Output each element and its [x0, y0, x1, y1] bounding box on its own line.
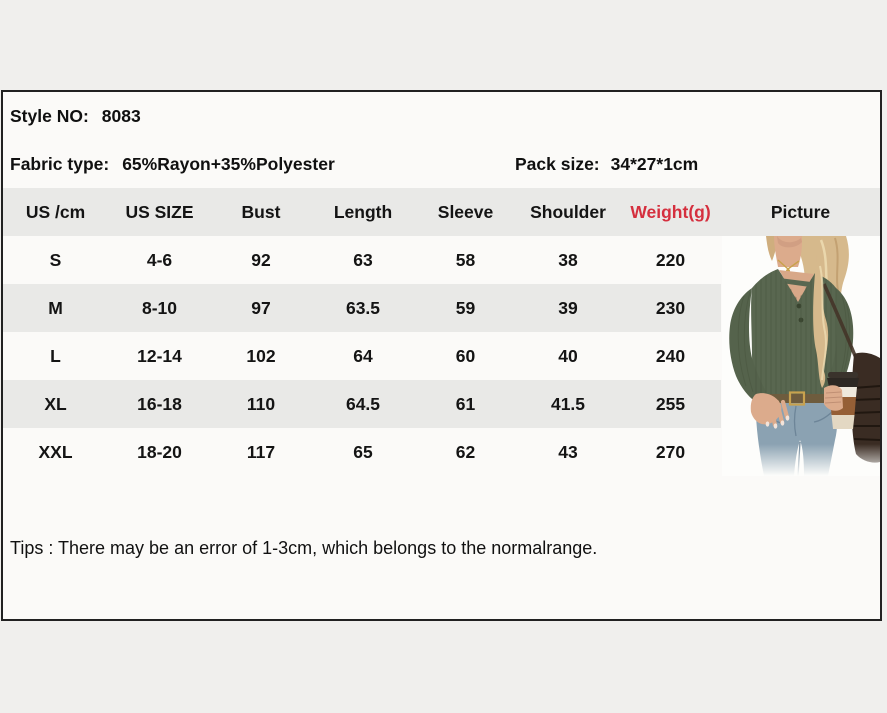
cell-sleeve: 58 [455, 249, 476, 270]
table-header-row [3, 188, 880, 236]
cell-weight: 240 [655, 345, 686, 366]
header-weight: Weight(g) [630, 201, 711, 222]
cell-us-size: 12-14 [137, 345, 182, 366]
cell-length: 64.5 [345, 393, 381, 414]
pack-size-value: 34*27*1cm [610, 153, 699, 174]
cell-us-size: 16-18 [137, 393, 182, 414]
size-table [3, 188, 880, 476]
cell-shoulder: 38 [558, 249, 578, 270]
cell-bust: 97 [251, 297, 271, 318]
cell-sleeve: 60 [455, 345, 476, 366]
cell-length: 64 [353, 345, 373, 366]
header-sleeve: Sleeve [437, 201, 494, 222]
pack-size-group [515, 140, 698, 188]
cell-us-size: 8-10 [141, 297, 178, 318]
cell-weight: 255 [655, 393, 686, 414]
header-bust: Bust [241, 201, 281, 222]
fabric-type-value: 65%Rayon+35%Polyester [122, 153, 335, 174]
pack-size-label: Pack size: [515, 153, 600, 174]
style-no-row [3, 92, 880, 140]
cell-weight: 230 [655, 297, 686, 318]
cell-length: 63.5 [345, 297, 381, 318]
tips-text: Tips : There may be an error of 1-3cm, which belongs to the normalrange. [10, 538, 598, 558]
cell-weight: 270 [655, 441, 686, 462]
cell-bust: 110 [246, 393, 276, 414]
cell-us-size: 18-20 [137, 441, 182, 462]
cell-us-size: 4-6 [146, 249, 173, 270]
size-chart-panel [1, 90, 882, 621]
header-shoulder: Shoulder [530, 201, 606, 222]
cell-size: L [50, 345, 61, 366]
cell-size: XXL [38, 441, 73, 462]
cell-length: 63 [353, 249, 373, 270]
model-photo-illustration [722, 236, 880, 476]
fabric-type-label: Fabric type: [10, 153, 110, 174]
cell-length: 65 [353, 441, 373, 462]
fabric-pack-row [3, 140, 880, 188]
header-us-size: US SIZE [125, 201, 194, 222]
cell-bust: 117 [246, 441, 276, 462]
cell-size: M [48, 297, 63, 318]
header-length: Length [333, 201, 393, 222]
cell-bust: 92 [251, 249, 271, 270]
header-picture: Picture [770, 201, 831, 222]
cell-bust: 102 [246, 345, 276, 366]
size-row-s [3, 236, 880, 284]
cell-sleeve: 62 [455, 441, 476, 462]
cell-sleeve: 59 [455, 297, 476, 318]
cell-size: XL [44, 393, 67, 414]
cell-shoulder: 40 [558, 345, 578, 366]
style-no-value: 8083 [101, 105, 141, 126]
cell-sleeve: 61 [455, 393, 476, 414]
cell-shoulder: 41.5 [550, 393, 586, 414]
product-picture [721, 236, 880, 476]
cell-weight: 220 [655, 249, 686, 270]
header-us-cm: US /cm [25, 201, 86, 222]
cell-size: S [49, 249, 62, 270]
style-no-label: Style NO: [10, 105, 89, 126]
cell-shoulder: 39 [558, 297, 578, 318]
cell-shoulder: 43 [558, 441, 578, 462]
